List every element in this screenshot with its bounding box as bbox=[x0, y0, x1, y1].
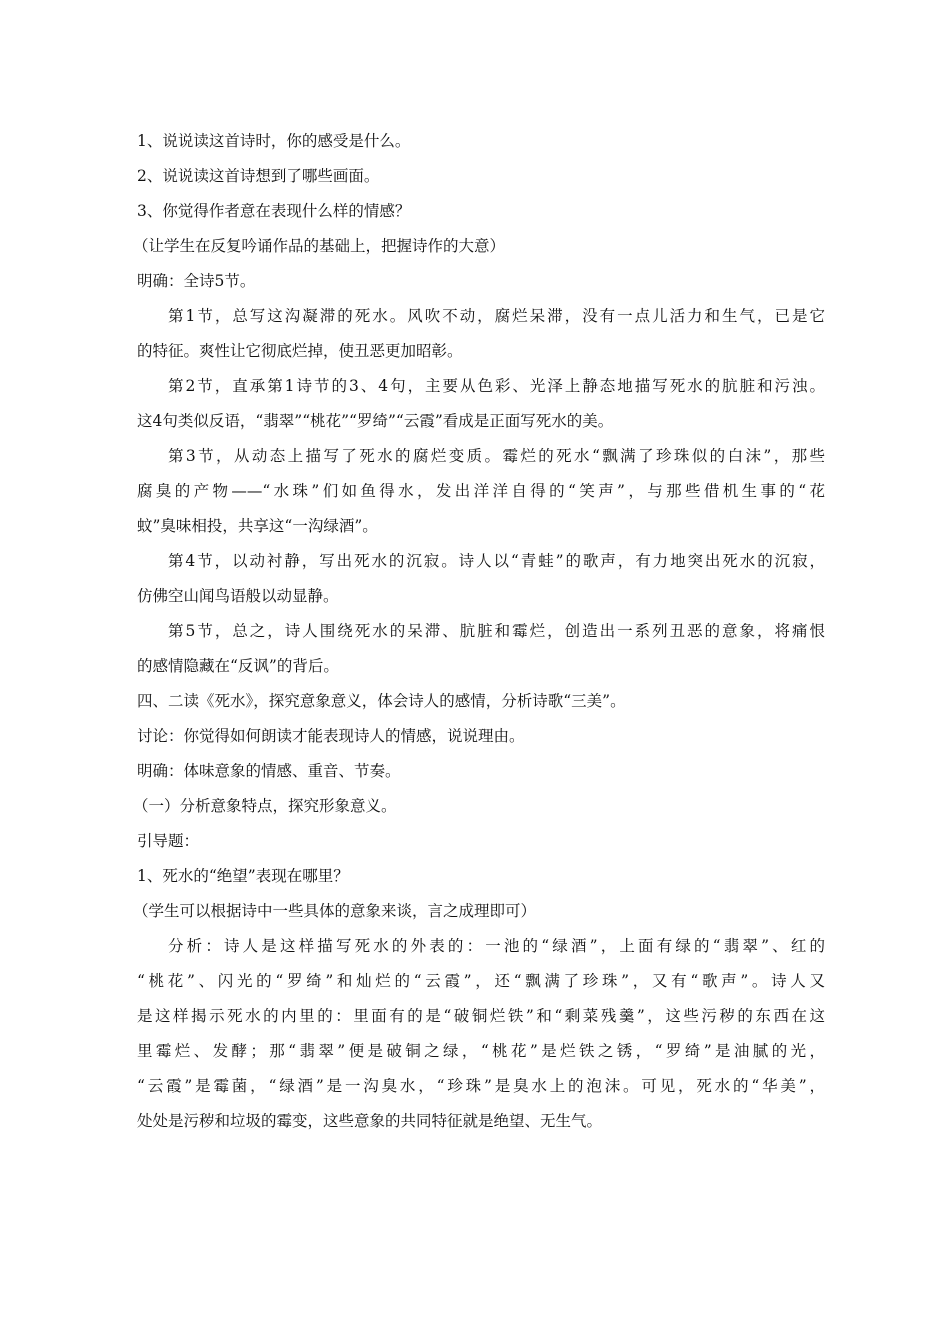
document-body bbox=[133, 124, 825, 1139]
text-line: 2、说说读这首诗想到了哪些画面。 bbox=[137, 167, 380, 185]
text-line: 蚊”臭味相投，共享这“一沟绿酒”。 bbox=[137, 517, 378, 535]
text-line: 分析：诗人是这样描写死水的外表的：一池的“绿酒”，上面有绿的“翡翠”、红的 bbox=[168, 937, 825, 955]
text-line: 第4节，以动衬静，写出死水的沉寂。诗人以“青蛙”的歌声，有力地突出死水的沉寂， bbox=[168, 552, 825, 570]
text-line: （学生可以根据诗中一些具体的意象来谈，言之成理即可） bbox=[133, 902, 537, 920]
text-line: 1、死水的“绝望”表现在哪里？ bbox=[137, 867, 349, 885]
text-line: “桃花”、闪光的“罗绮”和灿烂的“云霞”，还“飘满了珍珠”，又有“歌声”。诗人又 bbox=[137, 972, 825, 990]
text-line: （一）分析意象特点，探究形象意义。 bbox=[133, 797, 397, 815]
text-line: 的特征。爽性让它彻底烂掉，使丑恶更加昭彰。 bbox=[137, 342, 463, 360]
text-line: 第3节，从动态上描写了死水的腐烂变质。霉烂的死水“飘满了珍珠似的白沫”，那些 bbox=[168, 447, 825, 465]
text-line: 第2节，直承第1诗节的3、4句，主要从色彩、光泽上静态地描写死水的肮脏和污浊。 bbox=[168, 377, 825, 395]
text-line: 仿佛空山闻鸟语般以动显静。 bbox=[137, 587, 339, 605]
text-line: 引导题： bbox=[137, 832, 200, 850]
text-line: 的感情隐藏在“反讽”的背后。 bbox=[137, 657, 339, 675]
text-line: 3、你觉得作者意在表现什么样的情感？ bbox=[137, 202, 411, 220]
text-line: 里霉烂、发酵；那“翡翠”便是破铜之绿，“桃花”是烂铁之锈，“罗绮”是油腻的光， bbox=[137, 1042, 825, 1060]
text-line: 明确：体味意象的情感、重音、节奏。 bbox=[137, 762, 401, 780]
text-line: 第1节，总写这沟凝滞的死水。风吹不动，腐烂呆滞，没有一点儿活力和生气，已是它 bbox=[168, 307, 825, 325]
text-line: 腐臭的产物——“水珠”们如鱼得水，发出洋洋自得的“笑声”，与那些借机生事的“花 bbox=[137, 482, 825, 500]
text-line: 明确：全诗5节。 bbox=[137, 272, 256, 290]
text-line: “云霞”是霉菌，“绿酒”是一沟臭水，“珍珠”是臭水上的泡沫。可见，死水的“华美”， bbox=[137, 1077, 825, 1095]
text-line: 是这样揭示死水的内里的：里面有的是“破铜烂铁”和“剩菜残羹”，这些污秽的东西在这 bbox=[137, 1007, 825, 1025]
text-line: 处处是污秽和垃圾的霉变，这些意象的共同特征就是绝望、无生气。 bbox=[137, 1112, 603, 1130]
text-line: 第5节，总之，诗人围绕死水的呆滞、肮脏和霉烂，创造出一系列丑恶的意象，将痛恨 bbox=[168, 622, 825, 640]
text-line: 讨论：你觉得如何朗读才能表现诗人的情感，说说理由。 bbox=[137, 727, 525, 745]
text-line: （让学生在反复吟诵作品的基础上，把握诗作的大意） bbox=[133, 237, 506, 255]
text-line: 这4句类似反语，“翡翠”“桃花”“罗绮”“云霞”看成是正面写死水的美。 bbox=[137, 412, 614, 430]
text-line: 1、说说读这首诗时，你的感受是什么。 bbox=[137, 132, 411, 150]
text-line: 四、二读《死水》，探究意象意义，体会诗人的感情，分析诗歌“三美”。 bbox=[137, 692, 626, 710]
